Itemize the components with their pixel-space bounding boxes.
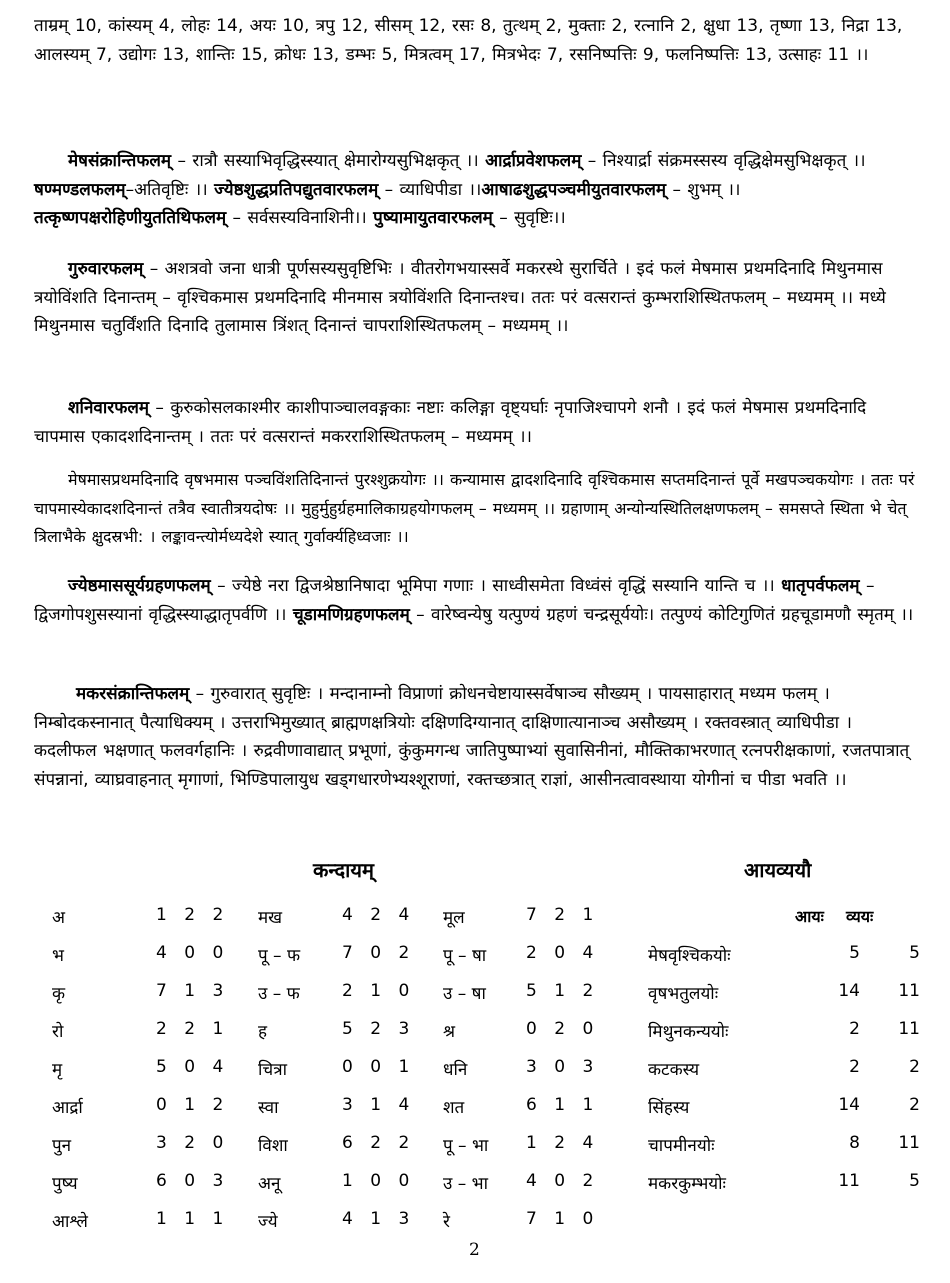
nakshatra-value: 3 0 3 [526,1057,600,1077]
paragraph-sankranti [34,147,918,233]
nakshatra-label: श्र [443,1022,456,1042]
nakshatra-value: 5 1 2 [526,981,600,1001]
nakshatra-label: उ – फ [258,984,300,1004]
table-row [640,1057,930,1087]
nakshatra-value: 1 0 0 [342,1171,416,1191]
aya-value: 8 [849,1133,860,1153]
nakshatra-label: स्वा [258,1098,279,1118]
paragraph-values: ताम्रम् 10, कांस्यम् 4, लोहः 14, अयः 10, त्रपु 12, सीसम् 12, रसः 8, तुत्थम् 2, मुक्ताः 2, रत्नानि 2, क्षुधा 13, तृष्णा 13, निद्रा 13, आलस्यम् 7, उद्योगः 13, शान्तिः 15, क्रोधः 13, डम्भः 5, मित्रत्वम् 17, मित्रभेदः 7, रसनिष्पत्तिः 9, फलनिष्पत्तिः 13, उत्साहः 11 ।। [34,16,903,65]
heading-jyeshtha-pratipad: ज्येष्ठशुद्धप्रतिपद्युतवारफलम् [214,179,379,200]
text: – द्विजगोपशुसस्यानां वृद्धिस्स्याद्धातृपर्वणि ।। [34,576,875,625]
aya-value: 2 [849,1057,860,1077]
text: – अशत्रवो जना धात्री पूर्णसस्यसुवृष्टिभिः । वीतरोगभयास्सर्वे मकरस्थे सुरार्चिते । इदं फलं मेषमास प्रथमदिनादि मिथुनमास त्रयोविंशति दिनान्तम् – वृश्चिकमास प्रथमदिनादि मीनमास त्रयोविंशति दिनान्तश्च। ततः परं वत्सरान्तं कुम्भराशिस्थितफलम् – मध्यमम् ।। मध्ये मिथुनमास चतुर्विंशति दिनादि तुलामास त्रिंशत् दिनान्तं चापराशिस्थितफलम् – मध्यमम् ।। [34,259,886,336]
aya-value: 11 [838,1171,860,1191]
aya-value: 14 [838,981,860,1001]
vyaya-value: 2 [909,1057,920,1077]
nakshatra-label: पुन [52,1136,72,1156]
kandayam-title: कन्दायम् [313,858,374,882]
nakshatra-value: 4 2 4 [342,905,416,925]
text: – रात्रौ सस्याभिवृद्धिस्स्यात् क्षेमारोग्यसुभिक्षकृत् ।। [171,151,486,171]
nakshatra-value: 4 0 0 [156,943,230,963]
text: – सुवृष्टिः।। [492,208,566,228]
text: – वारेष्वन्येषु यत्पुण्यं ग्रहणं चन्द्रसूर्ययोः। तत्पुण्यं कोटिगुणितं ग्रहचूडामणौ स्मृतम् ।। [409,604,914,625]
nakshatra-value: 6 2 2 [342,1133,416,1153]
table-row [0,1171,620,1201]
text: – ज्येष्ठे नरा द्विजश्रेष्ठानिषादा भूमिपा गणाः । साध्वीसमेता विध्वंसं वृद्धिं सस्यानि यान्ति च ।। [210,576,782,596]
nakshatra-label: आर्द्रा [52,1098,83,1118]
table-row [0,1057,620,1087]
nakshatra-label: धनि [443,1060,468,1080]
page-number: 2 [469,1240,480,1260]
text: –अतिवृष्टिः ।। [125,179,215,200]
nakshatra-value: 1 2 4 [526,1133,600,1153]
table-row [0,1133,620,1163]
table-row [640,1019,930,1049]
paragraph-shanivara [34,394,918,451]
table-row [640,981,930,1011]
nakshatra-label: अ [52,908,65,928]
nakshatra-value: 3 2 0 [156,1133,230,1153]
nakshatra-label: भ [52,946,64,966]
nakshatra-value: 4 1 3 [342,1209,416,1229]
heading-mesha-sankranti: मेषसंक्रान्तिफलम् [68,151,172,171]
heading-pushya-ama: पुष्यामायुतवारफलम् [373,208,493,228]
heading-dhatru-parva: धातृपर्वफलम् [781,576,860,596]
table-row [0,1095,620,1125]
rashi-label: वृषभतुलयोः [648,984,719,1004]
rashi-label: चापमीनयोः [648,1136,715,1156]
nakshatra-value: 7 2 1 [526,905,600,925]
nakshatra-label: उ – षा [443,984,486,1004]
vyaya-value: 5 [909,1171,920,1191]
nakshatra-label: ह [258,1022,268,1042]
nakshatra-value: 2 0 4 [526,943,600,963]
nakshatra-label: चित्रा [258,1060,287,1080]
table-row [640,1171,930,1201]
nakshatra-label: ज्ये [258,1212,278,1232]
heading-ardra-pravesha: आर्द्राप्रवेशफलम् [485,151,582,171]
heading-chudamani-grahana: चूडामणिग्रहणफलम् [292,604,410,625]
nakshatra-label: पू – षा [443,946,487,966]
nakshatra-label: अनू [258,1174,281,1194]
rashi-label: मकरकुम्भयोः [648,1174,726,1194]
aya-column-header: आयः [795,907,824,926]
nakshatra-label: कृ [52,984,66,1004]
nakshatra-value: 1 1 1 [156,1209,230,1229]
nakshatra-value: 5 2 3 [342,1019,416,1039]
nakshatra-label: आश्ले [52,1212,88,1232]
nakshatra-value: 4 0 2 [526,1171,600,1191]
nakshatra-value: 3 1 4 [342,1095,416,1115]
rashi-label: कटकस्य [648,1060,700,1080]
vyaya-value: 11 [898,1019,920,1039]
heading-makara-sankranti: मकरसंक्रान्तिफलम् [76,684,190,704]
nakshatra-value: 2 1 0 [342,981,416,1001]
aya-value: 14 [838,1095,860,1115]
nakshatra-label: पुष्य [52,1174,78,1194]
text: – व्याधिपीडा ।। [378,179,482,200]
paragraph-makara-sankranti [34,680,918,794]
table-row [0,1019,620,1049]
nakshatra-value: 7 0 2 [342,943,416,963]
heading-guruvara: गुरुवारफलम् [68,259,144,279]
nakshatra-value: 1 2 2 [156,905,230,925]
nakshatra-label: पू – फ [258,946,301,966]
table-row [0,943,620,973]
table-row [0,905,620,935]
table-row [0,981,620,1011]
nakshatra-label: विशा [258,1136,288,1156]
vyaya-column-header: व्ययः [846,907,874,926]
heading-ashadha-panchami: आषाढशुद्धपञ्चमीयुतवारफलम् [481,179,667,200]
heading-shanivara: शनिवारफलम् [68,398,150,418]
nakshatra-value: 7 1 0 [526,1209,600,1229]
nakshatra-value: 5 0 4 [156,1057,230,1077]
vyaya-value: 5 [909,943,920,963]
rashi-label: मेषवृश्चिकयोः [648,946,731,966]
text: – कुरुकोसलकाश्मीर काशीपाञ्चालवङ्गकाः नष्टाः कलिङ्गा वृष्ट्यर्घाः नृपाजिश्चापगे शनौ । इदं फलं मेषमास प्रथमदिनादि चापमास एकादशदिनान्तम् । ततः परं वत्सरान्तं मकरराशिस्थितफलम् – मध्यमम् ।। [34,398,867,447]
vyaya-value: 11 [898,981,920,1001]
nakshatra-label: मृ [52,1060,63,1080]
nakshatra-label: रो [52,1022,64,1042]
vyaya-value: 2 [909,1095,920,1115]
aya-value: 2 [849,1019,860,1039]
table-row [640,1133,930,1163]
ayavyayau-title: आयव्ययौ [744,858,812,882]
nakshatra-value: 2 2 1 [156,1019,230,1039]
nakshatra-value: 6 1 1 [526,1095,600,1115]
heading-shanmandala: षण्मण्डलफलम् [34,179,126,200]
text: – सर्वसस्यविनाशिनी।। [226,208,374,228]
rashi-label: मिथुनकन्ययोः [648,1022,729,1042]
heading-krishnapaksha-rohini: तत्कृष्णपक्षरोहिणीयुततिथिफलम् [34,208,227,228]
nakshatra-label: रे [443,1212,450,1232]
paragraph-guruvara [34,255,918,341]
nakshatra-value: 0 2 0 [526,1019,600,1039]
table-row [0,1209,620,1239]
paragraph-yoga: मेषमासप्रथमदिनादि वृषभमास पञ्चविंशतिदिनान्तं पुरश्शुक्रयोगः ।। कन्यामास द्वादशदिनादि वृश्चिकमास सप्तमदिनान्तं पूर्वे मखपञ्चकयोगः । ततः परं चापमास्येकादशदिनान्तं तत्रैव स्वातीत्रयदोषः ।। मुहुर्मुहुर्ग्रहमालिकाग्रहयोगफलम् – मध्यमम् ।। ग्रहाणाम् अन्योन्यस्थितिलक्षणफलम् – समसप्ते स्थिता भे चेत् त्रिलाभैके क्षुदस्रभी: । लङ्कावन्त्योर्मध्यदेशे स्यात् गुर्वार्क्यहिध्वजाः ।। [34,470,915,546]
nakshatra-label: मख [258,908,283,928]
vyaya-value: 11 [898,1133,920,1153]
text: – शुभम् ।। [666,179,741,200]
paragraph-grahana [34,572,918,629]
nakshatra-value: 7 1 3 [156,981,230,1001]
nakshatra-label: उ – भा [443,1174,488,1194]
nakshatra-label: शत [443,1098,465,1118]
rashi-label: सिंहस्य [648,1098,690,1118]
table-row [640,943,930,973]
nakshatra-value: 6 0 3 [156,1171,230,1191]
nakshatra-label: पू – भा [443,1136,489,1156]
nakshatra-value: 0 0 1 [342,1057,416,1077]
aya-value: 5 [849,943,860,963]
heading-jyeshtha-surya-grahana: ज्येष्ठमाससूर्यग्रहणफलम् [68,576,211,596]
nakshatra-label: मूल [443,908,465,928]
table-row [640,1095,930,1125]
nakshatra-value: 0 1 2 [156,1095,230,1115]
text: – निश्यार्द्रा संक्रमस्सस्य वृद्धिक्षेमसुभिक्षकृत् ।। [581,151,866,171]
text: – गुरुवारात् सुवृष्टिः । मन्दानाम्नो विप्राणां क्रोधनचेष्टायास्सर्वेषाञ्च सौख्यम् । पायसाहारात् मध्यम फलम् । निम्बोदकस्नानात् पैत्याधिक्यम् । उत्तराभिमुख्यात् ब्राह्मणक्षत्रियोः दक्षिणदिग्यानात् दाक्षिणात्यानाञ्च असौख्यम् । रक्तवस्त्रात् व्याधिपीडा । कदलीफल भक्षणात् फलवर्गहानिः । रुद्रवीणावाद्यात् प्रभूणां, कुंकुमगन्ध जातिपुष्पाभ्यां सुवासिनीनां, मौक्तिकाभरणात् रत्नपरीक्षकाणां, रजतपात्रात् संपन्नानां, व्याघ्रवाहनात् मृगाणां, भिण्डिपालायुध खड्गधारणेभ्यश्शूराणां, रक्तच्छत्रात् राज्ञां, आसीनत्वावस्थाया योगीनां च पीडा भवति ।। [34,684,910,790]
